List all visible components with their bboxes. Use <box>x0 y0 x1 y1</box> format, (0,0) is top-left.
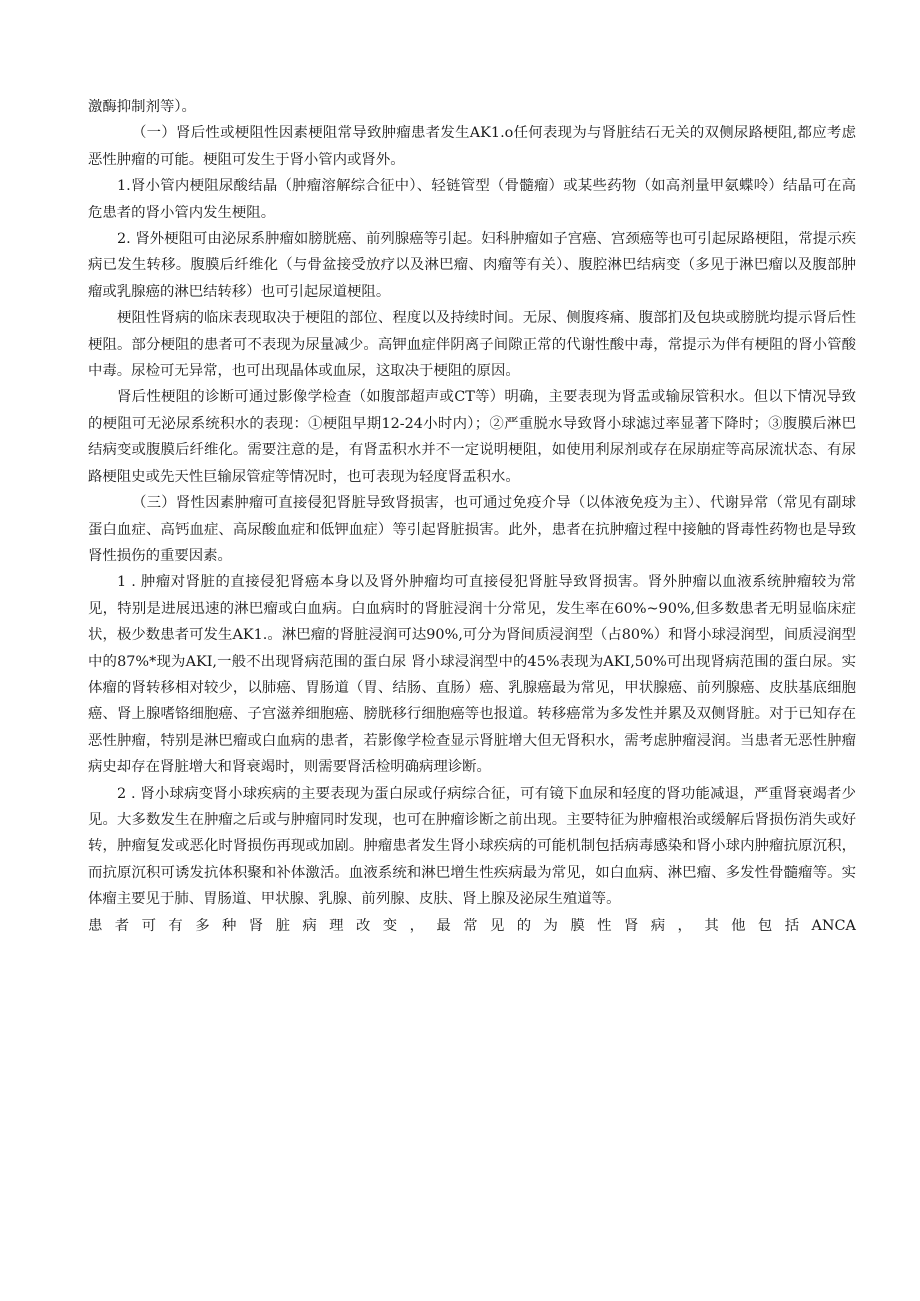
glyph: 见 <box>489 917 505 934</box>
glyph: 病 <box>650 917 666 934</box>
paragraph-clinical: 梗阻性肾病的临床表现取决于梗阻的部位、程度以及持续时间。无尿、侧腹疼痛、腹部扪及包块或膀胱均提示肾后性梗阻。部分梗阻的患者可不表现为尿量减少。高钾血症伴阴离子间隙正常的代谢性酸中毒，常提示为伴有梗阻的肾小管酸中毒。尿检可无异常，也可出现晶体或血尿，这取决于梗阻的原因。 <box>88 310 856 380</box>
glyph: 包 <box>757 917 773 934</box>
glyph: 常 <box>463 917 478 934</box>
glyph: ， <box>409 917 424 934</box>
glyph: 改 <box>355 917 371 934</box>
glyph: 括 <box>784 917 800 934</box>
glyph: 变 <box>382 917 398 934</box>
glyph: 肾 <box>248 917 264 934</box>
glyph: 可 <box>141 917 156 934</box>
glyph: 其 <box>704 917 719 934</box>
glyph: 有 <box>168 917 183 934</box>
paragraph-continuation: 激酶抑制剂等）。 <box>88 99 196 115</box>
paragraph-section-three: （三）肾性因素肿瘤可直接侵犯肾脏导致肾损害，也可通过免疫介导（以体液免疫为主）、代谢异常（常见有副球蛋白血症、高钙血症、高尿酸血症和低钾血症）等引起肾脏损害。此外，患者在抗肿瘤过程中接触的肾毒性药物也是导致肾性损伤的重要因素。 <box>88 495 856 564</box>
glyph: ANCA <box>811 917 856 934</box>
glyph: 患 <box>88 917 103 934</box>
glyph: 病 <box>302 917 317 934</box>
paragraph-item-2: 2. 肾外梗阻可由泌尿系肿瘤如膀胱癌、前列腺癌等引起。妇科肿瘤如子宫癌、宫颈癌等也可引起尿路梗阻，常提示疾病已发生转移。腹膜后纤维化（与骨盆接受放疗以及淋巴瘤、肉瘤等有关）、腹腔淋巴结病变（多见于淋巴瘤以及腹部肿瘤或乳腺癌的淋巴结转移）也可引起尿道梗阻。 <box>88 231 856 300</box>
glyph: 多 <box>195 917 210 934</box>
paragraph-section-one: （一）肾后性或梗阻性因素梗阻常导致肿瘤患者发生AK1.o任何表现为与肾脏结石无关的双侧尿路梗阻,都应考虑恶性肿瘤的可能。梗阻可发生于肾小管内或肾外。 <box>88 125 856 168</box>
glyph: 为 <box>543 917 558 934</box>
glyph: 膜 <box>570 917 585 934</box>
glyph: 脏 <box>275 917 290 934</box>
glyph: ， <box>677 917 692 934</box>
paragraph-glomerular: 2 . 肾小球病变肾小球疾病的主要表现为蛋白尿或仔病综合征，可有镜下血尿和轻度的肾功能减退，严重肾衰竭者少见。大多数发生在肿瘤之后或与肿瘤同时发现，也可在肿瘤诊断之前出现。主要特征为肿瘤根治或缓解后肾损伤消失或好转，肿瘤复发或恶化时肾损伤再现或加剧。肿瘤患者发生肾小球疾病的可能机制包括病毒感染和肾小球内肿瘤抗原沉积，而抗原沉积可诱发抗体积聚和补体激活。血液系统和淋巴增生性疾病最为常见，如白血病、淋巴瘤、多发性骨髓瘤等。实体瘤主要见于肺、胃肠道、甲状腺、乳腺、前列腺、皮肤、肾上腺及泌尿生殖道等。 <box>88 785 856 908</box>
glyph: 种 <box>221 917 237 934</box>
glyph: 他 <box>731 917 746 934</box>
paragraph-direct-invasion: 1 . 肿瘤对肾脏的直接侵犯肾癌本身以及肾外肿瘤均可直接侵犯肾脏导致肾损害。肾外肿瘤以血液系统肿瘤较为常见，特别是进展迅速的淋巴瘤或白血病。白血病时的肾脏浸润十分常见，发生率在60%~90%,但多数患者无明显临床症状，极少数患者可发生AK1.。淋巴瘤的肾脏浸润可达90%,可分为肾间质浸润型（占80%）和肾小球浸润型，间质浸润型中的87%*现为AKI,一般不出现肾病范围的蛋白尿 肾小球浸润型中的45%表现为AKI,50%可出现肾病范围的蛋白尿。实体瘤的肾转移相对较少，以肺癌、胃肠道（胃、结肠、直肠）癌、乳腺癌最为常见，甲状腺癌、前列腺癌、皮肤基底细胞癌、肾上腺嗜铬细胞癌、子宫滋养细胞癌、膀胱移行细胞癌等也报道。转移癌常为多发性并累及双侧肾脏。对于已知存在恶性肿瘤，特别是淋巴瘤或白血病的患者，若影像学检查显示肾脏增大但无肾积水，需考虑肿瘤浸润。当患者无恶性肿瘤病史却存在肾脏增大和肾衰竭时，则需要肾活检明确病理诊断。 <box>88 574 856 776</box>
paragraph-item-1: 1.肾小管内梗阻尿酸结晶（肿瘤溶解综合征中）、轻链管型（骨髓瘤）或某些药物（如高剂量甲氨蝶呤）结晶可在高危患者的肾小管内发生梗阻。 <box>88 178 856 221</box>
document-body <box>88 94 856 939</box>
glyph: 性 <box>597 917 612 934</box>
justified-last-line <box>88 913 856 939</box>
glyph: 肾 <box>623 917 639 934</box>
glyph: 者 <box>114 917 130 934</box>
paragraph-diagnosis: 肾后性梗阻的诊断可通过影像学检查（如腹部超声或CT等）明确，主要表现为肾盂或输尿管积水。但以下情况导致的梗阻可无泌尿系统积水的表现：①梗阻早期12-24小时内）；②严重脱水导致肾小球滤过率显著下降时；③腹膜后淋巴结病变或腹膜后纤维化。需要注意的是，有肾盂积水并不一定说明梗阻，如使用利尿剂或存在尿崩症等高尿流状态、有尿路梗阻史或先天性巨输尿管症等情况时，也可表现为轻度肾盂积水。 <box>88 389 856 485</box>
glyph: 理 <box>329 917 344 934</box>
glyph: 的 <box>516 917 532 934</box>
glyph: 最 <box>436 917 451 934</box>
